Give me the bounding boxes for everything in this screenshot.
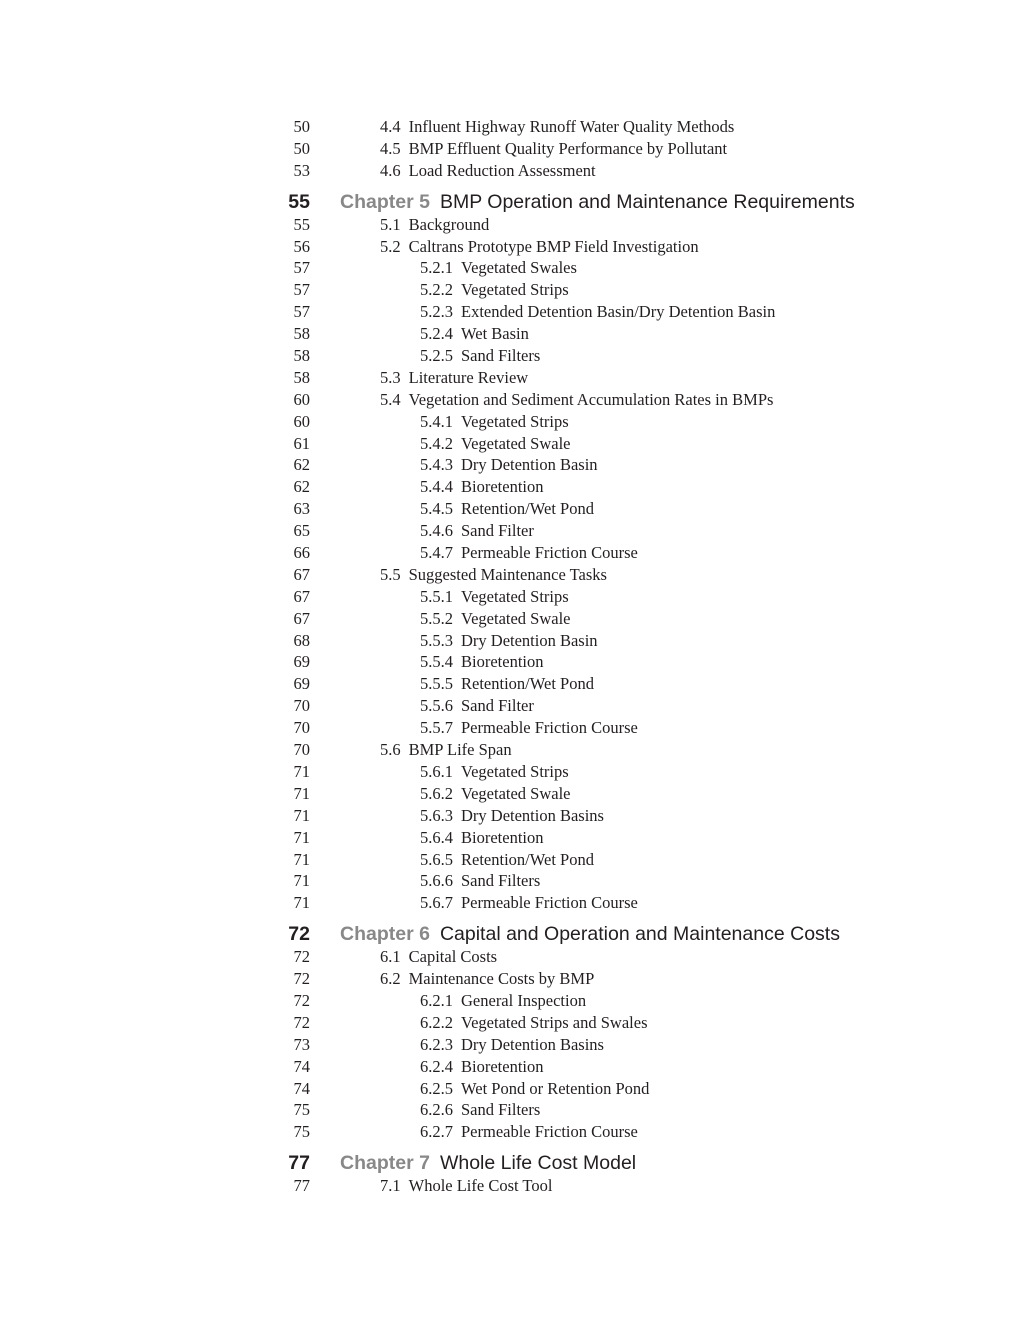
section-number: 5.2.4 — [420, 324, 453, 344]
toc-entry — [420, 1078, 649, 1100]
section-number: 5.2.3 — [420, 302, 453, 322]
toc-page-number: 53 — [293, 160, 310, 180]
section-title: Bioretention — [461, 477, 544, 497]
section-number: 4.5 — [380, 138, 401, 158]
section-number: 5.5 — [380, 564, 401, 584]
toc-entry — [420, 454, 598, 476]
section-title: Background — [408, 214, 490, 234]
section-number: 5.5.5 — [420, 674, 453, 694]
toc-page-number: 71 — [293, 783, 310, 803]
toc-subsection-row[interactable] — [0, 608, 1020, 630]
section-title: Influent Highway Runoff Water Quality Methods — [408, 117, 735, 136]
toc-entry — [380, 160, 596, 182]
section-title: Wet Basin — [461, 324, 529, 344]
toc-entry — [420, 783, 571, 805]
section-number: 5.4 — [380, 389, 401, 409]
toc-entry — [420, 1034, 604, 1056]
toc-page-number: 69 — [293, 674, 310, 694]
toc-page-number: 75 — [293, 1122, 310, 1142]
section-title: Sand Filter — [461, 696, 534, 716]
section-number: 5.4.4 — [420, 477, 453, 497]
section-title: Load Reduction Assessment — [408, 160, 596, 180]
section-number: 5.5.7 — [420, 718, 453, 738]
toc-subsection-row[interactable] — [0, 542, 1020, 564]
section-title: Vegetated Strips and Swales — [461, 1012, 648, 1032]
toc-page-number: 71 — [293, 849, 310, 869]
toc-entry — [420, 257, 577, 279]
section-number: 5.4.6 — [420, 521, 453, 541]
section-number: 6.2.5 — [420, 1078, 453, 1098]
chapter-title: Capital and Operation and Maintenance Costs — [439, 923, 840, 946]
toc-page-number: 70 — [293, 696, 310, 716]
toc-page-number: 68 — [293, 630, 310, 650]
toc-subsection-row[interactable] — [0, 990, 1020, 1012]
section-title: Whole Life Cost Tool — [408, 1176, 553, 1196]
toc-subsection-row[interactable] — [0, 849, 1020, 871]
section-title: Bioretention — [461, 1056, 544, 1076]
toc-page-number: 72 — [293, 990, 310, 1010]
toc-entry — [420, 1056, 543, 1078]
toc-entry — [420, 301, 775, 323]
section-number: 5.2.5 — [420, 346, 453, 366]
toc-page-number: 65 — [293, 521, 310, 541]
toc-page-number: 61 — [293, 433, 310, 453]
table-of-contents — [0, 116, 1020, 1197]
section-number: 5.2.1 — [420, 258, 453, 278]
toc-section-row[interactable] — [0, 236, 1020, 258]
toc-entry — [420, 323, 529, 345]
toc-chapter-row[interactable] — [0, 923, 1020, 946]
section-number: 5.4.1 — [420, 411, 453, 431]
section-title: Vegetated Strips — [461, 586, 569, 606]
chapter-label: Chapter 7 — [340, 1152, 430, 1175]
section-number: 6.2 — [380, 969, 401, 989]
section-number: 5.5.4 — [420, 652, 453, 672]
section-number: 5.6.1 — [420, 761, 453, 781]
toc-subsection-row[interactable] — [0, 476, 1020, 498]
toc-entry — [340, 1152, 636, 1175]
toc-subsection-row[interactable] — [0, 323, 1020, 345]
toc-page-number: 72 — [293, 969, 310, 989]
section-title: Bioretention — [461, 827, 544, 847]
section-title: Retention/Wet Pond — [461, 674, 594, 694]
toc-entry — [340, 191, 855, 214]
section-title: Vegetated Swale — [461, 433, 571, 453]
section-number: 5.6.7 — [420, 893, 453, 913]
toc-entry — [420, 1012, 648, 1034]
chapter-title: Whole Life Cost Model — [439, 1152, 637, 1175]
toc-subsection-row[interactable] — [0, 1056, 1020, 1078]
toc-section-row[interactable] — [0, 739, 1020, 761]
toc-entry — [380, 968, 594, 990]
toc-section-row[interactable] — [0, 116, 1020, 138]
toc-entry — [420, 990, 586, 1012]
toc-subsection-row[interactable] — [0, 892, 1020, 914]
section-title: General Inspection — [461, 990, 587, 1010]
toc-entry — [420, 608, 571, 630]
section-number: 5.4.7 — [420, 543, 453, 563]
toc-subsection-row[interactable] — [0, 345, 1020, 367]
toc-section-row[interactable] — [0, 160, 1020, 182]
section-title: Vegetated Strips — [461, 280, 569, 300]
toc-page-number: 71 — [293, 805, 310, 825]
toc-chapter-row[interactable] — [0, 191, 1020, 214]
section-title: Bioretention — [461, 652, 544, 672]
toc-entry — [420, 520, 534, 542]
toc-subsection-row[interactable] — [0, 651, 1020, 673]
toc-subsection-row[interactable] — [0, 433, 1020, 455]
toc-entry — [420, 805, 604, 827]
toc-page-number: 72 — [288, 923, 310, 946]
toc-page-number: 71 — [293, 893, 310, 913]
toc-page-number: 70 — [293, 718, 310, 738]
toc-subsection-row[interactable] — [0, 761, 1020, 783]
section-title: Vegetated Swales — [461, 258, 577, 278]
toc-entry — [420, 827, 543, 849]
toc-subsection-row[interactable] — [0, 870, 1020, 892]
toc-entry — [380, 739, 512, 761]
toc-entry — [380, 946, 497, 968]
toc-section-row[interactable] — [0, 367, 1020, 389]
toc-entry — [420, 892, 638, 914]
section-number: 7.1 — [380, 1176, 401, 1196]
toc-page-number: 57 — [293, 280, 310, 300]
toc-page-number: 74 — [293, 1056, 310, 1076]
section-title: Permeable Friction Course — [461, 1122, 638, 1142]
toc-subsection-row[interactable] — [0, 498, 1020, 520]
toc-page-number: 58 — [293, 346, 310, 366]
toc-page-number: 50 — [293, 117, 310, 136]
section-title: Dry Detention Basin — [461, 630, 598, 650]
toc-subsection-row[interactable] — [0, 257, 1020, 279]
toc-entry — [420, 498, 594, 520]
toc-page-number: 55 — [288, 190, 310, 213]
toc-entry — [420, 586, 569, 608]
toc-section-row[interactable] — [0, 214, 1020, 236]
toc-entry — [380, 1175, 552, 1197]
toc-entry — [420, 1099, 540, 1121]
toc-entry — [380, 116, 734, 138]
section-title: Maintenance Costs by BMP — [408, 969, 595, 989]
toc-page-number: 75 — [293, 1100, 310, 1120]
section-number: 5.6.2 — [420, 783, 453, 803]
chapter-title: BMP Operation and Maintenance Requirements — [439, 190, 855, 213]
toc-entry — [380, 564, 607, 586]
toc-subsection-row[interactable] — [0, 695, 1020, 717]
toc-entry — [420, 345, 540, 367]
toc-entry — [380, 367, 528, 389]
section-number: 6.2.6 — [420, 1100, 453, 1120]
section-title: Wet Pond or Retention Pond — [461, 1078, 650, 1098]
toc-page-number: 57 — [293, 302, 310, 322]
toc-subsection-row[interactable] — [0, 411, 1020, 433]
section-number: 5.5.2 — [420, 608, 453, 628]
chapter-label: Chapter 5 — [340, 190, 430, 213]
toc-page-number: 71 — [293, 827, 310, 847]
toc-page-number: 62 — [293, 477, 310, 497]
toc-entry — [420, 849, 594, 871]
toc-page-number: 60 — [293, 411, 310, 431]
section-title: Caltrans Prototype BMP Field Investigation — [408, 236, 699, 256]
section-number: 5.5.6 — [420, 696, 453, 716]
toc-entry — [380, 236, 699, 258]
toc-page-number: 58 — [293, 367, 310, 387]
toc-subsection-row[interactable] — [0, 1034, 1020, 1056]
section-title: Extended Detention Basin/Dry Detention Basin — [461, 302, 776, 322]
section-title: Retention/Wet Pond — [461, 849, 594, 869]
toc-entry — [420, 870, 540, 892]
section-title: Sand Filter — [461, 521, 534, 541]
toc-entry — [420, 651, 543, 673]
toc-subsection-row[interactable] — [0, 673, 1020, 695]
toc-page-number: 67 — [293, 564, 310, 584]
toc-page-number: 77 — [293, 1176, 310, 1196]
toc-subsection-row[interactable] — [0, 1078, 1020, 1100]
toc-entry — [420, 761, 569, 783]
section-title: Dry Detention Basins — [461, 805, 604, 825]
section-number: 6.2.3 — [420, 1034, 453, 1054]
section-title: Retention/Wet Pond — [461, 499, 594, 519]
toc-subsection-row[interactable] — [0, 454, 1020, 476]
toc-subsection-row[interactable] — [0, 630, 1020, 652]
toc-page-number: 73 — [293, 1034, 310, 1054]
toc-subsection-row[interactable] — [0, 717, 1020, 739]
toc-entry — [420, 433, 571, 455]
toc-entry — [420, 411, 569, 433]
toc-entry — [380, 389, 773, 411]
section-title: Literature Review — [408, 367, 529, 387]
section-title: Vegetated Swale — [461, 783, 571, 803]
section-title: Sand Filters — [461, 871, 541, 891]
toc-page-number: 67 — [293, 608, 310, 628]
toc-entry — [420, 630, 598, 652]
toc-page-number: 72 — [293, 1012, 310, 1032]
toc-entry — [380, 138, 727, 160]
toc-subsection-row[interactable] — [0, 805, 1020, 827]
section-number: 5.5.3 — [420, 630, 453, 650]
section-number: 5.2 — [380, 236, 401, 256]
section-number: 5.2.2 — [420, 280, 453, 300]
section-number: 4.6 — [380, 160, 401, 180]
section-title: BMP Life Span — [408, 740, 512, 760]
section-number: 6.2.7 — [420, 1122, 453, 1142]
section-title: Vegetated Swale — [461, 608, 571, 628]
section-number: 5.6.3 — [420, 805, 453, 825]
toc-section-row[interactable] — [0, 564, 1020, 586]
toc-entry — [420, 542, 638, 564]
toc-page-number: 66 — [293, 543, 310, 563]
toc-section-row[interactable] — [0, 138, 1020, 160]
toc-page-number: 58 — [293, 324, 310, 344]
section-number: 6.2.4 — [420, 1056, 453, 1076]
section-number: 5.4.5 — [420, 499, 453, 519]
toc-page-number: 55 — [293, 214, 310, 234]
toc-section-row[interactable] — [0, 968, 1020, 990]
section-title: Sand Filters — [461, 1100, 541, 1120]
section-number: 5.5.1 — [420, 586, 453, 606]
toc-subsection-row[interactable] — [0, 1099, 1020, 1121]
toc-page-number: 63 — [293, 499, 310, 519]
toc-entry — [380, 214, 489, 236]
section-title: BMP Effluent Quality Performance by Pollutant — [408, 138, 728, 158]
toc-entry — [340, 923, 840, 946]
toc-entry — [420, 476, 543, 498]
toc-entry — [420, 673, 594, 695]
toc-page-number: 50 — [293, 138, 310, 158]
section-title: Vegetated Strips — [461, 761, 569, 781]
section-number: 5.4.3 — [420, 455, 453, 475]
toc-subsection-row[interactable] — [0, 279, 1020, 301]
toc-chapter-row[interactable] — [0, 1152, 1020, 1175]
toc-page-number: 70 — [293, 740, 310, 760]
section-title: Vegetated Strips — [461, 411, 569, 431]
section-number: 6.1 — [380, 947, 401, 967]
toc-subsection-row[interactable] — [0, 1121, 1020, 1143]
toc-subsection-row[interactable] — [0, 301, 1020, 323]
toc-page-number: 57 — [293, 258, 310, 278]
toc-entry — [420, 1121, 638, 1143]
toc-section-row[interactable] — [0, 389, 1020, 411]
toc-subsection-row[interactable] — [0, 520, 1020, 542]
section-title: Dry Detention Basins — [461, 1034, 604, 1054]
toc-entry — [420, 717, 638, 739]
section-title: Capital Costs — [408, 947, 498, 967]
toc-subsection-row[interactable] — [0, 783, 1020, 805]
toc-entry — [420, 695, 534, 717]
toc-page-number: 62 — [293, 455, 310, 475]
section-title: Permeable Friction Course — [461, 893, 638, 913]
section-number: 5.6.5 — [420, 849, 453, 869]
section-title: Permeable Friction Course — [461, 543, 638, 563]
section-number: 5.4.2 — [420, 433, 453, 453]
section-number: 5.3 — [380, 367, 401, 387]
section-title: Permeable Friction Course — [461, 718, 638, 738]
toc-page-number: 72 — [293, 947, 310, 967]
toc-page-number: 74 — [293, 1078, 310, 1098]
section-number: 4.4 — [380, 117, 401, 136]
toc-entry — [420, 279, 569, 301]
toc-subsection-row[interactable] — [0, 1012, 1020, 1034]
toc-page-number: 56 — [293, 236, 310, 256]
section-number: 5.1 — [380, 214, 401, 234]
toc-page-number: 60 — [293, 389, 310, 409]
toc-page-number: 71 — [293, 761, 310, 781]
section-number: 5.6.6 — [420, 871, 453, 891]
toc-page-number: 71 — [293, 871, 310, 891]
section-title: Dry Detention Basin — [461, 455, 598, 475]
toc-page-number: 77 — [288, 1152, 310, 1175]
toc-page-number: 69 — [293, 652, 310, 672]
section-number: 5.6.4 — [420, 827, 453, 847]
section-number: 5.6 — [380, 740, 401, 760]
section-title: Suggested Maintenance Tasks — [408, 564, 607, 584]
section-number: 6.2.2 — [420, 1012, 453, 1032]
toc-page-number: 67 — [293, 586, 310, 606]
section-number: 6.2.1 — [420, 990, 453, 1010]
toc-subsection-row[interactable] — [0, 827, 1020, 849]
toc-subsection-row[interactable] — [0, 586, 1020, 608]
section-title: Vegetation and Sediment Accumulation Rates in BMPs — [408, 389, 774, 409]
toc-section-row[interactable] — [0, 1175, 1020, 1197]
section-title: Sand Filters — [461, 346, 541, 366]
chapter-label: Chapter 6 — [340, 923, 430, 946]
toc-section-row[interactable] — [0, 946, 1020, 968]
